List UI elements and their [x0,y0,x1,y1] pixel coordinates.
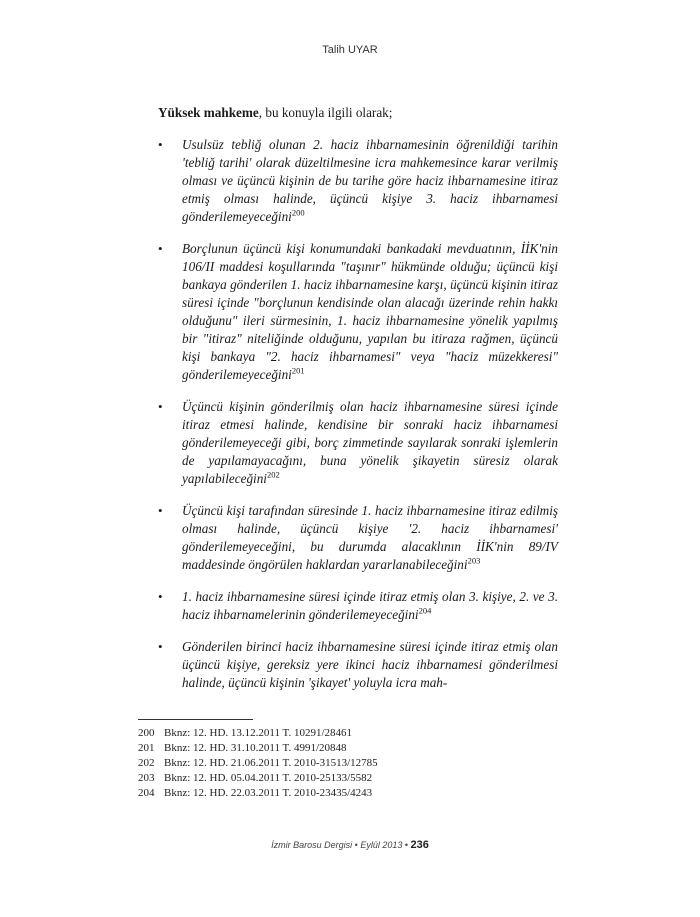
intro-bold: Yüksek mahkeme [158,105,259,120]
footnote [138,741,558,756]
footnote-ref: 201 [291,365,305,376]
footer-separator: • [352,840,361,850]
intro-rest: , bu konuyla ilgili olarak; [258,105,393,120]
footnote [138,726,558,741]
item-text: Usulsüz tebliğ olunan 2. haciz ihbarnamesinin öğrenildiği tarihin 'tebliğ tarihi' olarak düzeltilmesine icra mahkemesince karar verilmiş olması ve üçüncü kişinin de bu tarihe göre haciz ihbarnamesine itiraz etmiş olması halinde, üçüncü kişiye 3. haciz ihbarnamesi gönderilemeyeceğini [182,137,558,224]
footnote-number: 200 [138,727,155,739]
item-text: Üçüncü kişinin gönderilmiş olan haciz ihbarnamesine süresi içinde itiraz etmesi halinde, kendisine bir sonraki haciz ihbarnamesi gönderilemeyeceği gibi, borç zimmetinde sayılarak sonraki işlemlerin de yapılamayacağını, buna yönelik şikayetin süresiz olarak yapılabileceğini [182,399,558,486]
page-number: 236 [410,839,429,851]
footer-journal: İzmir Barosu Dergisi [271,840,353,850]
footnote-ref: 202 [266,469,280,480]
footnote-text: Bknz: 12. HD. 22.03.2011 T. 2010-23435/4243 [164,787,373,799]
header-author: Talih UYAR [322,44,378,56]
bullet-icon: • [158,399,163,414]
bullet-icon: • [158,589,163,604]
bullet-list [158,136,558,692]
footnotes [138,726,558,801]
footer-separator: • [402,840,411,850]
bullet-icon: • [158,137,163,152]
footnote-ref: 200 [291,207,305,218]
footnote-number: 203 [138,772,155,784]
bullet-icon: • [158,503,163,518]
item-text: Borçlunun üçüncü kişi konumundaki bankadaki mevduatının, İİK'nin 106/II maddesi koşullarında "taşınır" hükmünde olduğu; üçüncü kişi bankaya gönderilen 1. haciz ihbarnamesine karşı, üçüncü kişinin itiraz süresi içinde "borçlunun kendisinde olan alacağı üzerinde rehin hakkı olduğunu" ileri sürmesinin, 1. haciz ihbarnamesine yönelik yapılmış bir "itiraz" niteliğinde olduğunu, yapılan bu itiraza rağmen, üçüncü kişi bankaya "2. haciz ihbarnamesi" veya "haciz müzekkeresi" gönderilemeyeceğini [182,241,558,382]
list-item [158,502,558,574]
list-item [158,398,558,488]
list-item [158,638,558,692]
list-item [158,588,558,624]
intro-paragraph [158,104,558,122]
bullet-icon: • [158,639,163,654]
item-text: Gönderilen birinci haciz ihbarnamesine süresi içinde itiraz etmiş olan üçüncü kişiye, gereksiz yere ikinci haciz ihbarnamesi gönderilmesi halinde, üçüncü kişinin 'şikayet' yoluyla icra mah- [182,639,558,690]
footnote-number: 202 [138,757,155,769]
page-footer [0,839,700,851]
list-item [158,240,558,384]
footnote-text: Bknz: 12. HD. 05.04.2011 T. 2010-25133/5582 [164,772,373,784]
footnote-text: Bknz: 12. HD. 21.06.2011 T. 2010-31513/12785 [164,757,378,769]
footnote-text: Bknz: 12. HD. 31.10.2011 T. 4991/20848 [164,742,347,754]
running-header [0,44,700,56]
footnote-number: 204 [138,787,155,799]
footnote-text: Bknz: 12. HD. 13.12.2011 T. 10291/28461 [164,727,353,739]
item-text: Üçüncü kişi tarafından süresinde 1. haciz ihbarnamesine itiraz edilmiş olması halinde, üçüncü kişiye '2. haciz ihbarnamesi' gönderilemeyeceğini, bu durumda alacaklının İİK'nin 89/IV maddesinde öngörülen haklardan yararlanabileceğini [182,503,558,572]
footer-issue: Eylül 2013 [360,840,403,850]
footnote [138,771,558,786]
footnote-ref: 204 [418,605,432,616]
item-text: 1. haciz ihbarnamesine süresi içinde itiraz etmiş olan 3. kişiye, 2. ve 3. haciz ihbarnamelerinin gönderilemeyeceğini [182,589,558,622]
bullet-icon: • [158,241,163,256]
footnote-ref: 203 [467,555,481,566]
list-item [158,136,558,226]
footnote [138,786,558,801]
footnote [138,756,558,771]
footnote-number: 201 [138,742,155,754]
footnote-divider [138,719,253,720]
main-text [158,104,558,706]
